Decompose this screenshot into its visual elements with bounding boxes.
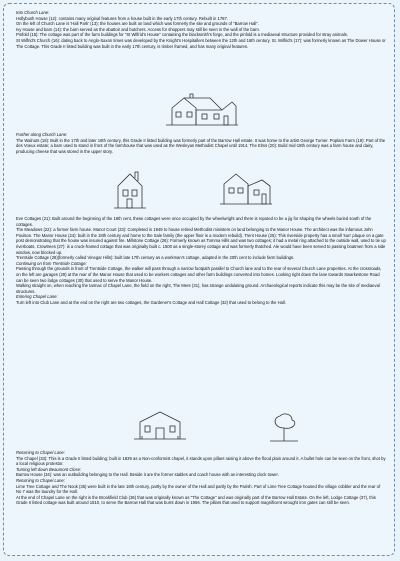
para-hollybush-house: Hollybush House (12): contains many original features from a house built in the early 17th century. Rebuilt in 1787. [16,15,228,21]
leaflet-page [3,3,395,556]
heading-returning-chapel-lane: Returning to Chapel Lane: [16,450,65,455]
tree-sketch [266,412,302,444]
para-the-chapel: The Chapel (33): This is a Grade II listed building; built in 1839 as a Non-conformist chapel, it stands upon pillars raising it above the flood plain around it. A bullet hole can be seen on the front, shot by a local religious protestor. [16,455,386,467]
chapel-sketch [130,406,190,442]
para-trentside-cottage: Trentside Cottage (28)(formerly called Vinegar Hills): built late 17th century as a workman's cottage, adapted in the 20th cent to include farm buildings. [16,255,295,261]
house-sketch-3 [218,168,274,208]
para-club-lane: Turn left into Club Lane and at the end on the right are two cottages, the Gardener's Cottage and Hall Cottage (32) that used to belong to the Hall. [16,299,286,305]
para-st-wilfrids-church: St Wilfrid's Church (16): dating back to Anglo-Saxon times was developed by the Knight's Hospitallers between the 12th and 16th century. St. Wilfrid's (17): was formerly known as The Dower House or The Cottage. This Grade II listed building was built in the early 17th century, is timber framed, and has many original features. [16,37,386,49]
heading-further-along: Further along Church Lane: [16,132,68,137]
heading-returning-chapel-lane-2: Returning to Chapel Lane: [16,477,65,483]
para-the-walnuts: The Walnuts (18): Built in the 17th and later 18th century, this Grade II listed building was formerly part of the Barrow Hall estate. It was home to the artist George Turner. Poplars Farm (19): Part of the des Voeux estate; a barn used to stand in front of the farmhouse that was used as the Wesleyan Methodist Chapel until 1914. The Elms (20): Build mid-18th century was a farm house and dairy, producing cheese that was stored in the upper story. [16,137,386,154]
para-the-meadows: The Meadows (22): a former farm house. Manor Court (23): Completed in 1949 to house retired Methodist ministers on land belonging to the Manor House. The architect was the infamous John Poulson. The Manor House (24): built in the 18th century and home to the Sale family (the upper floor is a modern rebuild). Trent House (25): This riverside property has a small 'sun' plaque on a gate post demonstrating that the house was insured against fire. Millstone Cottage (26): Formerly known as Tomma Hills and was two cottages; it had a metal ring attached to the outside wall, used to tie up riverboats. Crowtrees (27): is a cruck-framed cottage that was originally built c. 1500 as a single-storey cottage and was formerly thatched. Ale would have been served to passing boatmen from a side window, now blocked up. [16,227,386,255]
para-brookfield-club: At the end of Chapel Lane on the right is the Brookfield Club (36) that was originally known as "The Cottage" and was originally part of the Barrow Hall Estate. On the left, Lodge Cottage (37), this Grade II listed cottage was built around 1810, to serve the Barrow Hall that was burnt down in 1956. The pillars that used to support magnificent wrought iron gates can still be seen. [16,494,376,506]
section-returning-chapel-lane [16,450,386,506]
para-barrow-house: Barrow House (34): was an outbuilding belonging to the Hall. Beside it are the former stables and coach house with an interesting clock tower. [16,472,279,478]
para-eve-cottages: Eve Cottages (21): Built around the beginning of the 18th cent, these cottages were once occupied by the wheelwright and there is reputed to be a jig for shaping the wheels buried south of the cottages. [16,216,372,227]
para-the-mere: Walking straight on, when reaching the tarmac of Chapel Lane, the field on the right, The Mere (31), has strange undulating ground. Archaeological reports indicate this may be the site of mediaeval structures. [16,283,380,294]
para-footpath: Passing through the grounds in front of Trentside Cottage, the walker will pass through a narrow footpath parallel to Church lane and to the rear of several Church Lane properties. At the crossroads, on the left are garages (29) at the rear of the Manor House that used to be workers cottages and other farm buildings converted into homes. Looking right down the lane towards Swarkestone Road can be seen two lodge cottages (30) that used to serve the Manor House. [16,266,382,283]
heading-into-church-lane: Into Church Lane: [16,10,50,15]
para-hall-park: On the left of Church Lane is 'Hall Park' (13); the houses are built on land which was formerly the site and grounds of "Barrow Hall". [16,21,259,27]
heading-continuing-trentside: Continuing on from Trentside Cottage: [16,260,87,266]
heading-beaumont-close: Turning left down Beaumont Close: [16,466,82,472]
section-eve-cottages [16,216,386,306]
para-lime-tree-cottage: Lime Tree Cottage and The Nook (35) were built in the late 18th century, partly by the owner of the Hall and partly by the Parish. Part of Lime Tree Cottage housed the village cobbler and the rear of No 7 was the laundry for the Hall. [16,483,381,495]
para-ivy-house: Ivy House and barn (14): the barn served as the abattoir and butchers. Access for shoppers may still be seen in the wall of the barn. [16,26,260,32]
house-sketch-2 [108,168,152,212]
section-further-along [16,132,386,154]
house-sketch-1 [162,92,242,128]
section-church-lane [16,10,386,49]
heading-entering-chapel-lane: Entering Chapel Lane: [16,294,58,300]
para-pinfold: Pinfold (15): The cottage was part of the farm buildings for "St Wilfrid's House" containing the blacksmith's forge, and the pinfold is a mediaeval structure provided for stray animals. [16,32,348,38]
